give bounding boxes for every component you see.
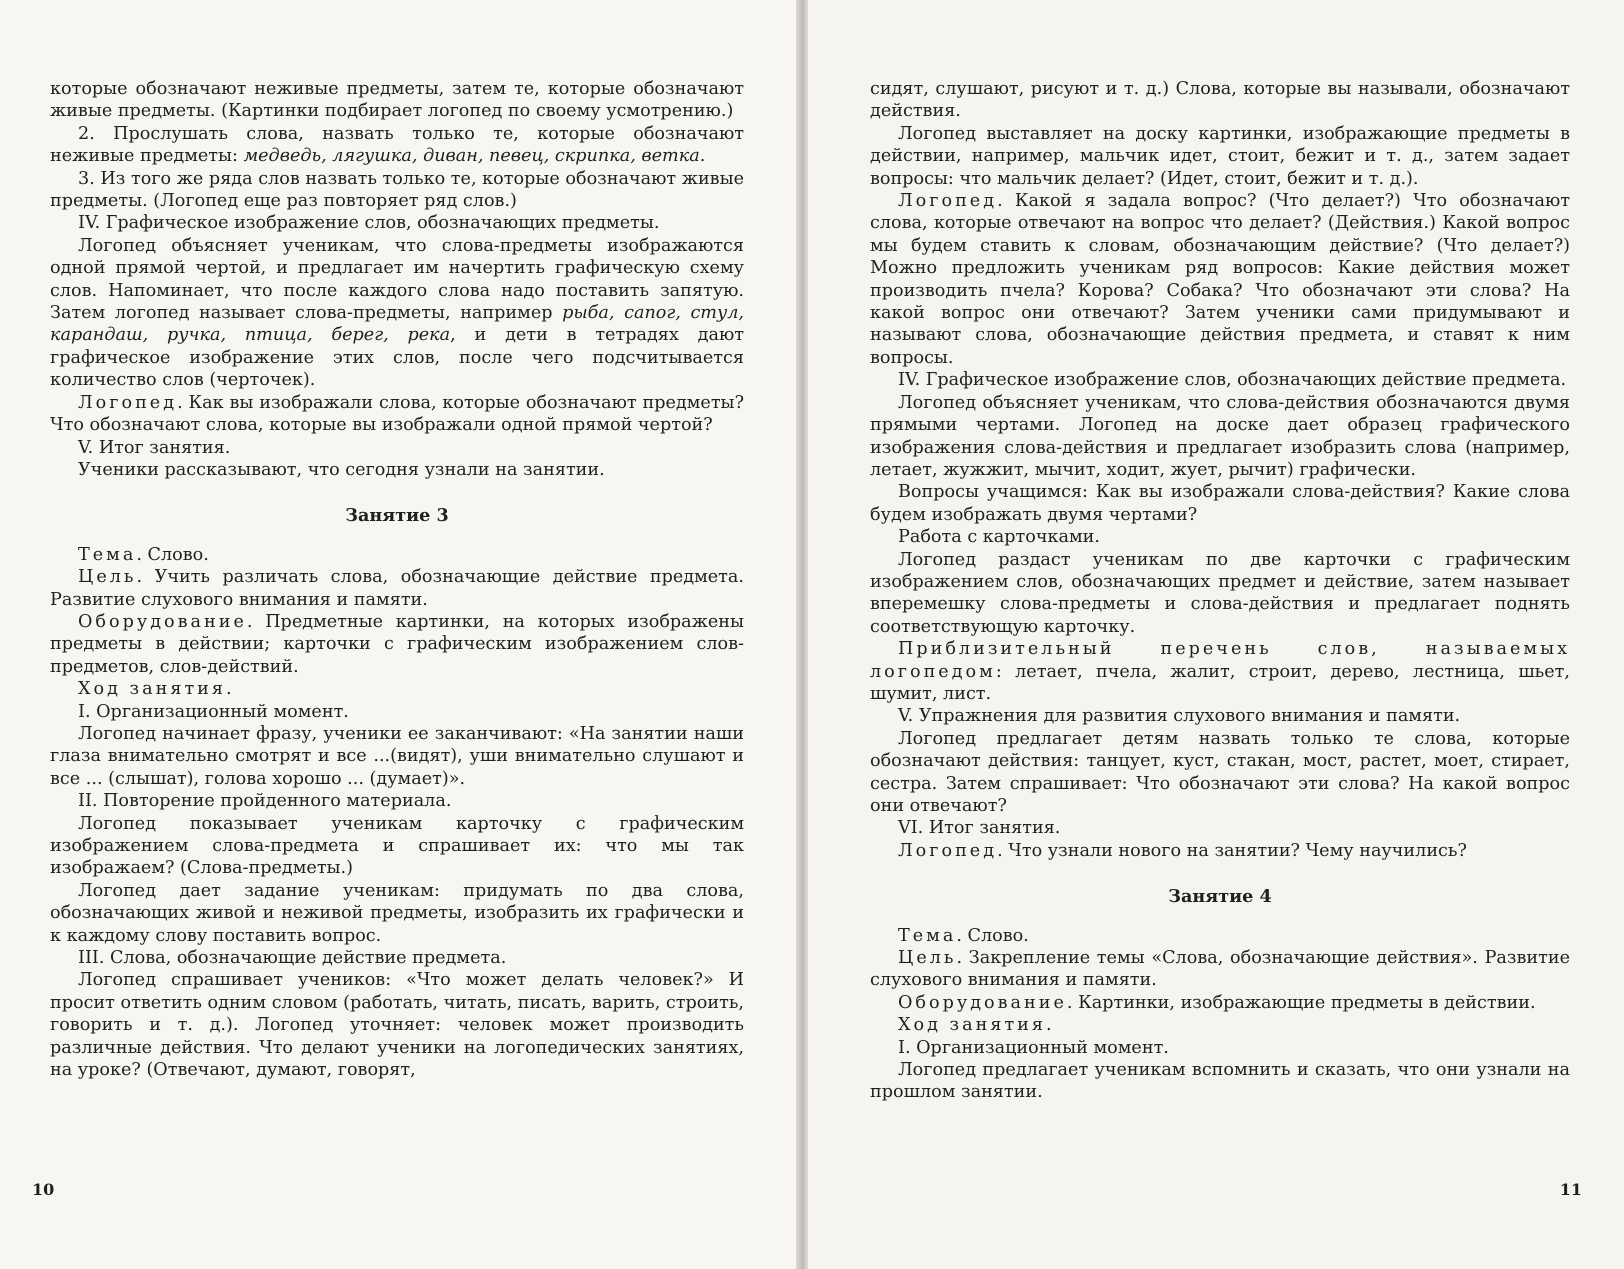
paragraph: I. Организационный момент. xyxy=(898,1037,1169,1058)
paragraph: Логопед предлагает ученикам вспомнить и сказать, что они узнали на прошлом занятии. xyxy=(870,1060,1570,1103)
paragraph: Логопед выставляет на доску картинки, изображающие предметы в действии, например, мальчик идет, стоит, бежит и т. д., затем задает вопросы: что мальчик делает? (Идет, стоит, бежит и т. д.). xyxy=(870,123,1570,189)
paragraph: Логопед начинает фразу, ученики ее заканчивают: «На занятии наши глаза внимательно смотрят и все ...(видят), уши внимательно слушают и все ... (слышат), голова хорошо ... (думает)». xyxy=(50,723,744,789)
paragraph: Цель. Закрепление темы «Слова, обозначающие действия». Развитие слухового внимания и памяти. xyxy=(870,948,1570,991)
paragraph: Оборудование. Предметные картинки, на которых изображены предметы в действии; карточки с графическим изображением слов-предметов, слов-действий. xyxy=(50,611,744,677)
paragraph: Тема. Слово. xyxy=(78,544,209,565)
section-heading: Занятие 3 xyxy=(345,505,449,527)
paragraph: Логопед. Как вы изображали слова, которые обозначают предметы? Что обозначают слова, которые вы изображали одной прямой чертой? xyxy=(50,392,744,436)
paragraph: Логопед показывает ученикам карточку с графическим изображением слова-предмета и спрашивает их: что мы так изображаем? (Слова-предметы.) xyxy=(50,813,744,879)
left-text-column xyxy=(50,78,744,1081)
paragraph: которые обозначают неживые предметы, затем те, которые обозначают живые предметы. (Картинки подбирает логопед по своему усмотрению.) xyxy=(50,79,744,122)
left-page xyxy=(0,0,800,1269)
paragraph: 2. Прослушать слова, назвать только те, которые обозначают неживые предметы: медведь, лягушка, диван, певец, скрипка, ветка. xyxy=(50,123,744,167)
page-number: 10 xyxy=(32,1180,55,1199)
paragraph: Работа с карточками. xyxy=(898,527,1100,548)
paragraph: VI. Итог занятия. xyxy=(898,818,1061,839)
paragraph: Логопед. Что узнали нового на занятии? Чему научились? xyxy=(898,840,1467,861)
paragraph: Вопросы учащимся: Как вы изображали слова-действия? Какие слова будем изображать двумя чертами? xyxy=(870,482,1570,525)
page-number: 11 xyxy=(1559,1180,1582,1199)
paragraph: Логопед предлагает детям назвать только те слова, которые обозначают действия: танцует, куст, стакан, мост, растет, моет, стирает, сестра. Затем спрашивает: Что обозначают эти слова? На какой вопрос они отвечают? xyxy=(870,728,1570,816)
paragraph: Ученики рассказывают, что сегодня узнали на занятии. xyxy=(78,459,605,480)
paragraph: Цель. Учить различать слова, обозначающие действие предмета. Развитие слухового внимания и памяти. xyxy=(50,567,744,610)
paragraph: Логопед объясняет ученикам, что слова-действия обозначаются двумя прямыми чертами. Логопед на доске дает образец графического изображения слова-действия и предлагает изобразить слова (например, летает, жужжит, мычит, ходит, жует, рычит) графически. xyxy=(870,392,1570,480)
paragraph: 3. Из того же ряда слов назвать только те, которые обозначают живые предметы. (Логопед еще раз повторяет ряд слов.) xyxy=(50,168,744,212)
paragraph: V. Итог занятия. xyxy=(78,437,231,458)
right-text-column xyxy=(870,78,1570,1104)
paragraph: Тема. Слово. xyxy=(898,925,1029,946)
paragraph: III. Слова, обозначающие действие предмета. xyxy=(78,948,507,969)
paragraph: IV. Графическое изображение слов, обозначающих действие предмета. xyxy=(898,370,1567,391)
paragraph: Логопед дает задание ученикам: придумать по два слова, обозначающих живой и неживой предметы, изобразить их графически и к каждому слову поставить вопрос. xyxy=(50,880,744,946)
paragraph: сидят, слушают, рисуют и т. д.) Слова, которые вы называли, обозначают действия. xyxy=(870,79,1570,122)
paragraph: Оборудование. Картинки, изображающие предметы в действии. xyxy=(898,992,1536,1013)
paragraph: IV. Графическое изображение слов, обозначающих предметы. xyxy=(78,213,660,234)
paragraph: Логопед. Какой я задала вопрос? (Что делает?) Что обозначают слова, которые отвечают на вопрос что делает? (Действия.) Какой вопрос мы будем ставить к словам, обозначающим действие? (Что делает?) Можно предложить ученикам ряд вопросов: Какие действия может производить пчела? Корова? Собака? Что обозначают эти слова? На какой вопрос они отвечают? Затем ученики сами придумывают и называют слова, обозначающие действия предмета, и ставят к ним вопросы. xyxy=(870,191,1570,368)
paragraph: I. Организационный момент. xyxy=(78,701,349,722)
paragraph: Ход занятия. xyxy=(78,679,232,700)
paragraph: Логопед спрашивает учеников: «Что может делать человек?» И просит ответить одним словом (работать, читать, писать, варить, строить, говорить и т. д.). Логопед уточняет: человек может производить различные действия. Что делают ученики на логопедических занятиях, на уроке? (Отвечают, думают, говорят, xyxy=(50,970,744,1081)
paragraph: Приблизительный перечень слов, называемых логопедом: летает, пчела, жалит, строит, дерево, лестница, шьет, шумит, лист. xyxy=(870,639,1570,704)
paragraph: Логопед раздаст ученикам по две карточки с графическим изображением слов, обозначающих предмет и действие, затем называет вперемешку слова-предметы и слова-действия и предлагает поднять соответствующую карточку. xyxy=(870,549,1570,637)
paragraph: Логопед объясняет ученикам, что слова-предметы изображаются одной прямой чертой, и предлагает им начертить графическую схему слов. Напоминает, что после каждого слова надо поставить запятую. Затем логопед называет слова-предметы, например рыба, сапог, стул, карандаш, ручка, птица, берег, река, и дети в тетрадях дают графическое изображение этих слов, после чего подсчитывается количество слов (черточек). xyxy=(50,235,744,391)
right-page xyxy=(808,0,1624,1269)
paragraph: II. Повторение пройденного материала. xyxy=(78,791,452,812)
paragraph: V. Упражнения для развития слухового внимания и памяти. xyxy=(898,706,1461,727)
paragraph: Ход занятия. xyxy=(898,1015,1052,1036)
section-heading: Занятие 4 xyxy=(1168,886,1272,908)
